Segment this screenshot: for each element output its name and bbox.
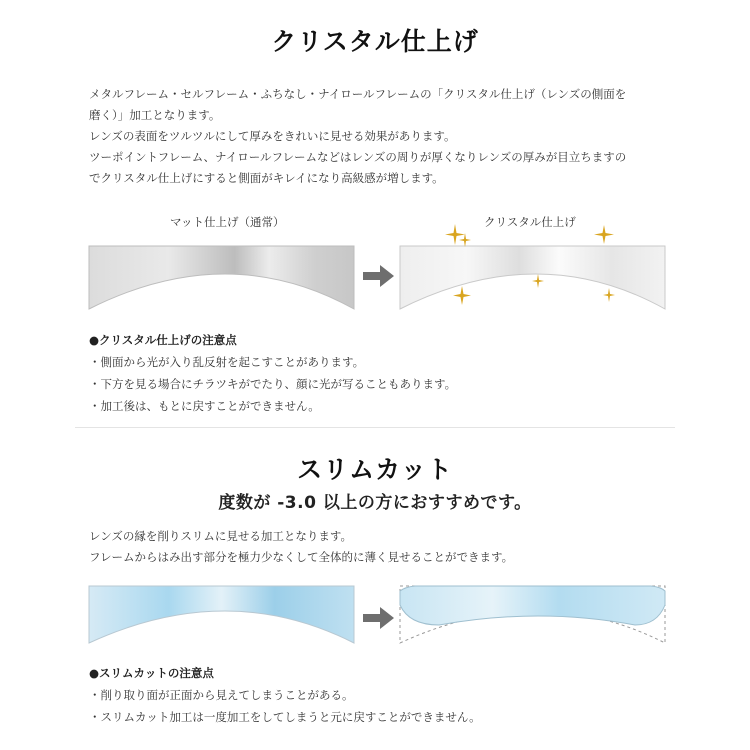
crystal-note-item: ・加工後は、もとに戻すことができません。 (89, 399, 320, 413)
crystal-note-item: ・側面から光が入り乱反射を起こすことがあります。 (89, 355, 365, 369)
sparkle-icon (532, 274, 544, 288)
sparkle-icon (603, 288, 615, 302)
sparkle-icon (445, 224, 465, 245)
slim-note-item: ・削り取り面が正面から見えてしまうことがある。 (89, 688, 354, 702)
crystal-description (89, 84, 689, 189)
sparkle-icon (453, 286, 471, 305)
crystal-description-line: でクリスタル仕上げにすると側面がキレイになり高級感が増します。 (89, 171, 444, 185)
crystal-notes-heading: ●クリスタル仕上げの注意点 (89, 333, 237, 347)
crystal-description-line: ツーポイントフレーム、ナイロールフレームなどはレンズの周りが厚くなりレンズの厚みが目立ちますの (89, 150, 627, 164)
crystal-note-item: ・下方を見る場合にチラツキがでたり、顔に光が写ることもあります。 (89, 377, 457, 391)
arrow-right-icon (363, 607, 395, 629)
crystal-notes (89, 329, 689, 417)
slim-cut-subtitle: 度数が -3.0 以上の方におすすめです。 (218, 493, 532, 513)
section-divider (75, 427, 675, 428)
sparkle-icon (594, 225, 614, 244)
caption-matte-finish: マット仕上げ（通常） (170, 215, 285, 229)
crystal-description-line: レンズの表面をツルツルにして厚みをきれいに見せる効果があります。 (89, 129, 456, 143)
crystal-description-line: 磨く）」加工となります。 (89, 108, 221, 122)
slim-lens-after-illustration (399, 585, 667, 645)
slim-cut-description (89, 526, 689, 568)
sparkles-decoration (440, 220, 620, 310)
slim-notes-heading: ●スリムカットの注意点 (89, 666, 214, 680)
slim-cut-title: スリムカット (297, 455, 453, 484)
slim-note-item: ・スリムカット加工は一度加工をしてしまうと元に戻すことができません。 (89, 710, 481, 724)
caption-crystal-finish: クリスタル仕上げ (484, 215, 576, 229)
slim-lens-before-illustration (88, 585, 356, 645)
slim-description-line: フレームからはみ出す部分を極力少なくして全体的に薄く見せることができます。 (89, 550, 514, 564)
arrow-right-icon (363, 265, 395, 287)
matte-lens-illustration (88, 245, 356, 311)
slim-cut-notes (89, 662, 689, 728)
crystal-title: クリスタル仕上げ (271, 27, 479, 56)
crystal-description-line: メタルフレーム・セルフレーム・ふちなし・ナイロールフレームの「クリスタル仕上げ（レンズの側面を (89, 87, 627, 101)
slim-description-line: レンズの縁を削りスリムに見せる加工となります。 (89, 529, 352, 543)
